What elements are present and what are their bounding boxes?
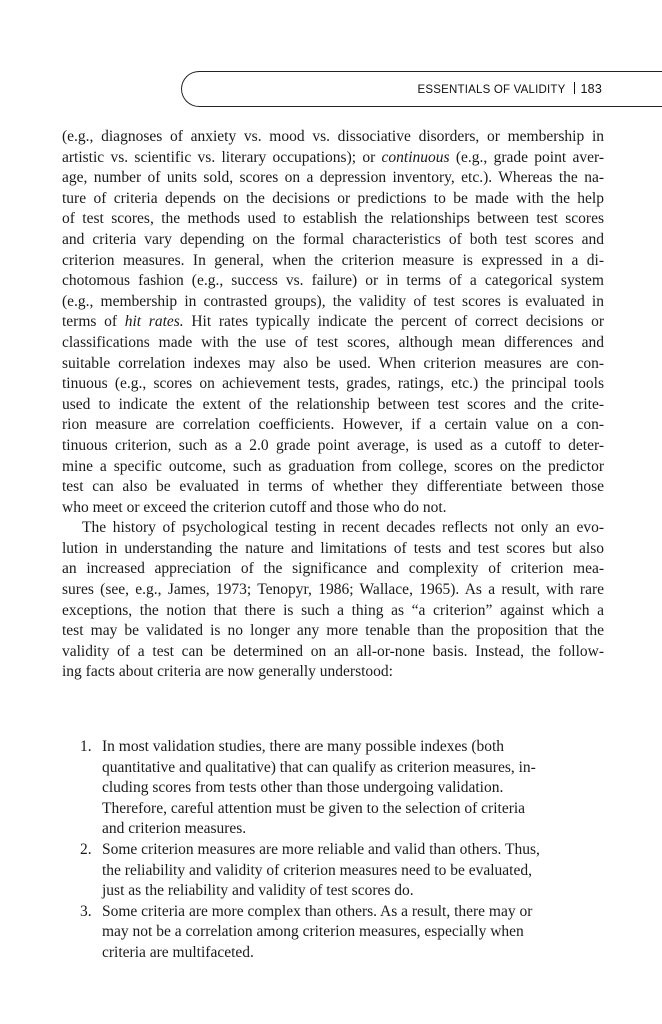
paragraph-1 — [62, 127, 604, 518]
running-header — [418, 82, 602, 96]
text-line: and criteria vary depending on the formal characteristics of both test scores and — [62, 230, 604, 248]
text-line: an increased appreciation of the significance and complexity of criterion mea- — [62, 560, 604, 578]
text-line: mine a specific outcome, such as graduation from college, scores on the predictor — [62, 457, 604, 475]
text-line: validity of a test can be determined on an all-or-none basis. Instead, the follow- — [62, 642, 604, 660]
text-line: sures (see, e.g., James, 1973; Tenopyr, 1986; Wallace, 1965). As a result, with rare — [62, 581, 604, 599]
text-line: criterion measures. In general, when the criterion measure is expressed in a di- — [62, 251, 604, 269]
page-number: 183 — [580, 82, 602, 96]
list-item-line: Therefore, careful attention must be given to the selection of criteria — [102, 799, 526, 817]
criteria-facts-list — [62, 737, 604, 964]
italic-term: hit rates. — [124, 313, 184, 331]
text-line: who meet or exceed the criterion cutoff and those who do not. — [62, 498, 447, 516]
list-item-line: cluding scores from tests other than those undergoing validation. — [102, 779, 504, 797]
list-item-line: Some criteria are more complex than others. As a result, there may or — [102, 902, 533, 920]
header-divider — [574, 82, 575, 94]
list-item-line: and criterion measures. — [102, 820, 247, 838]
text-line: test can also be evaluated in terms of whether they differentiate between those — [62, 478, 604, 496]
list-number: 2. — [80, 840, 92, 858]
body-text — [62, 127, 604, 683]
text-line: terms of hit rates. Hit rates typically indicate the percent of correct decisions or — [62, 313, 604, 331]
text-line: of test scores, the methods used to establish the relationships between test scores — [62, 210, 604, 228]
text-line: tinuous (e.g., scores on achievement tests, grades, ratings, etc.) the principal tools — [62, 375, 604, 393]
list-item-line: may not be a correlation among criterion measures, especially when — [102, 923, 524, 941]
text-line: ture of criteria depends on the decisions or predictions to be made with the help — [62, 189, 604, 207]
list-item — [62, 902, 604, 964]
list-item-line: criteria are multifaceted. — [102, 943, 254, 961]
text-line: age, number of units sold, scores on a depression inventory, etc.). Whereas the na- — [62, 169, 604, 187]
text-line: artistic vs. scientific vs. literary occupations); or continuous (e.g., grade point aver- — [62, 148, 604, 166]
text-line: test may be validated is no longer any more tenable than the proposition that the — [62, 622, 604, 640]
text-line: exceptions, the notion that there is such a thing as “a criterion” against which a — [62, 601, 604, 619]
list-number: 3. — [80, 902, 92, 920]
text-line: chotomous fashion (e.g., success vs. failure) or in terms of a categorical system — [62, 272, 604, 290]
paragraph-2 — [62, 518, 604, 683]
list-item-line: just as the reliability and validity of test scores do. — [102, 882, 414, 900]
list-item — [62, 737, 604, 840]
italic-term: continuous — [381, 148, 450, 166]
text-line: The history of psychological testing in recent decades reflects not only an evo- — [82, 519, 604, 537]
running-title: ESSENTIALS OF VALIDITY — [417, 84, 566, 96]
text-line: (e.g., diagnoses of anxiety vs. mood vs. dissociative disorders, or membership in — [62, 128, 604, 145]
text-line: suitable correlation indexes may also be used. When criterion measures are con- — [62, 354, 604, 372]
text-line: rion measure are correlation coefficients. However, if a certain value on a con- — [62, 416, 604, 434]
text-line: tinuous criterion, such as a 2.0 grade point average, is used as a cutoff to deter- — [62, 436, 604, 454]
list-number: 1. — [80, 738, 92, 755]
text-line: classifications made with the use of test scores, although mean differences and — [62, 333, 604, 351]
list-item — [62, 840, 604, 902]
list-item-line: the reliability and validity of criterion measures need to be evaluated, — [102, 861, 532, 879]
text-line: ing facts about criteria are now generally understood: — [62, 663, 393, 681]
text-line: (e.g., membership in contrasted groups), the validity of test scores is evaluated in — [62, 292, 604, 310]
list-item-line: Some criterion measures are more reliable and valid than others. Thus, — [102, 840, 540, 858]
text-line: used to indicate the extent of the relationship between test scores and the crite- — [62, 395, 604, 413]
list-item-line: quantitative and qualitative) that can qualify as criterion measures, in- — [102, 758, 536, 776]
text-line: lution in understanding the nature and limitations of tests and test scores but also — [62, 539, 604, 557]
list-item-line: In most validation studies, there are many possible indexes (both — [102, 738, 505, 755]
